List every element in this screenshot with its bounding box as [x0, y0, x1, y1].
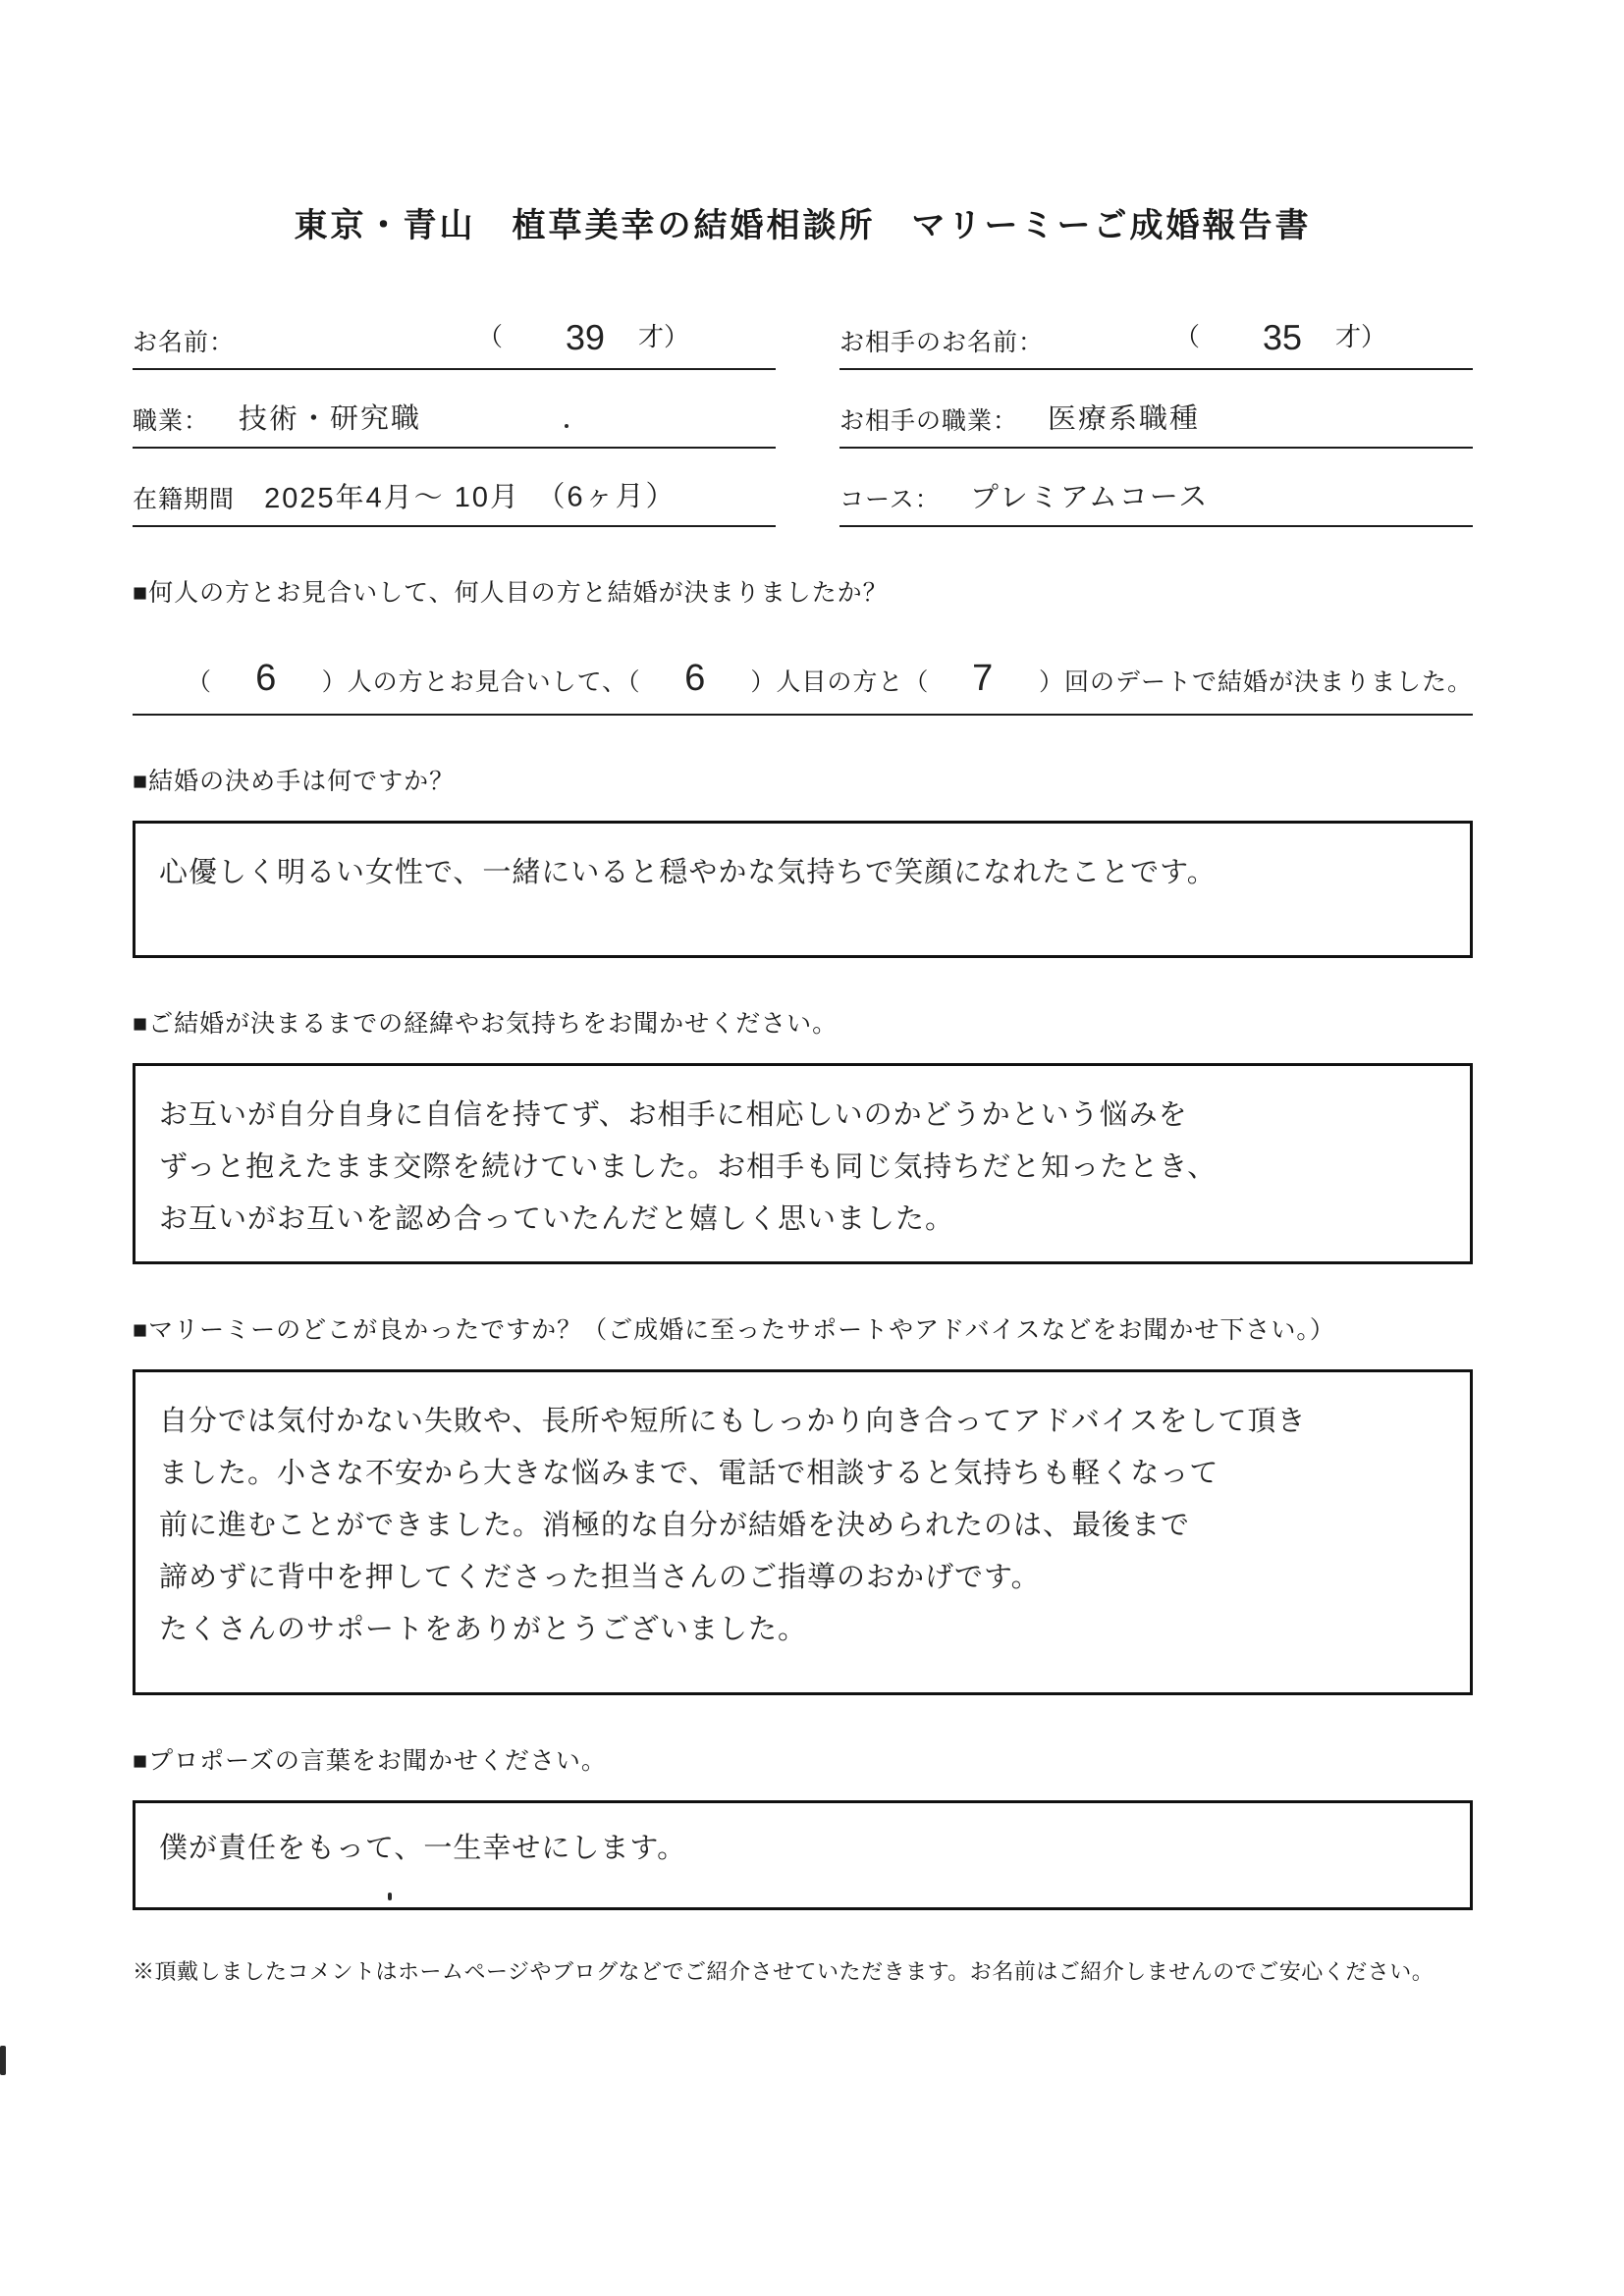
page-title: 東京・青山 植草美幸の結婚相談所 マリーミーご成婚報告書: [294, 207, 1312, 244]
q1-seg3: ）人目の方と（: [750, 668, 930, 696]
field-partner-name-label: お相手のお名前：: [839, 329, 1045, 356]
field-job-value: 技術・研究職: [238, 402, 422, 436]
paren-close: 才）: [1334, 322, 1386, 351]
q1-count-match: 6: [683, 657, 708, 700]
profile-grid: [133, 292, 1473, 527]
field-job-label: 職業：: [133, 407, 210, 435]
field-course-label: コース：: [839, 486, 941, 513]
paren-open: （: [476, 322, 503, 351]
field-enrollment-period: [133, 449, 776, 527]
question-proposal: ■プロポーズの言葉をお聞かせください。: [133, 1747, 607, 1775]
answer-box-story: [133, 1063, 1473, 1264]
footer-disclaimer: ※頂戴しましたコメントはホームページやブログなどでご紹介させていただきます。お名前はご紹介しませんのでご安心ください。: [133, 1959, 1435, 1984]
scan-artifact: [565, 424, 568, 428]
answer-story-line: ずっと抱えたまま交際を続けていました。お相手も同じ気持ちだと知ったとき、: [159, 1151, 1218, 1183]
answer-match-count-line: [133, 658, 1473, 716]
answer-support-line: たくさんのサポートをありがとうございました。: [159, 1614, 808, 1645]
paren-open: （: [1173, 322, 1200, 351]
q1-seg4: ）回のデートで結婚が決まりました。: [1038, 668, 1473, 696]
question-decider: ■結婚の決め手は何ですか？: [133, 768, 456, 795]
answer-support-line: 自分では気付かない失敗や、長所や短所にもしっかり向き合ってアドバイスをして頂き: [159, 1406, 1307, 1437]
answer-box-decider: [133, 821, 1473, 958]
field-enrollment-value: 2025年4月〜 10月 （6ヶ月）: [263, 480, 677, 515]
q1-count-dates: 7: [972, 657, 996, 700]
q1-seg1: （: [187, 668, 213, 696]
answer-box-proposal: [133, 1800, 1473, 1910]
question-match-count: ■何人の方とお見合いして、何人目の方と結婚が決まりましたか？: [133, 579, 889, 607]
field-partner-name-age-value: 35: [1262, 316, 1303, 358]
field-partner-name: [839, 292, 1473, 370]
answer-decider-line: 心優しく明るい女性で、一緒にいると穏やかな気持ちで笑顔になれたことです。: [159, 857, 1217, 888]
field-partner-job-label: お相手の職業：: [839, 407, 1019, 435]
answer-story-line: お互いがお互いを認め合っていたんだと嬉しく思いました。: [159, 1203, 955, 1235]
scan-artifact: [0, 2046, 6, 2075]
answer-support-line: 前に進むことができました。消極的な自分が結婚を決められたのは、最後まで: [159, 1510, 1191, 1541]
field-enrollment-label: 在籍期間: [133, 486, 236, 513]
field-name-label: お名前：: [133, 329, 236, 356]
paren-close: 才）: [637, 322, 689, 351]
answer-story-line: お互いが自分自身に自信を持てず、お相手に相応しいのかどうかという悩みを: [159, 1099, 1188, 1131]
answer-support-line: 諦めずに背中を押してくださった担当さんのご指導のおかげです。: [159, 1562, 1041, 1593]
question-support: ■マリーミーのどこが良かったですか？（ご成婚に至ったサポートやアドバイスなどをお聞かせ下さい。）: [133, 1316, 1335, 1344]
field-partner-job: [839, 370, 1473, 449]
q1-seg2: ）人の方とお見合いして、（: [321, 668, 641, 696]
field-partner-name-age: [1174, 317, 1386, 358]
field-course-value: プレミアムコース: [969, 481, 1210, 514]
answer-support-line: ました。小さな不安から大きな悩みまで、電話で相談すると気持ちも軽くなって: [159, 1458, 1219, 1489]
question-story: ■ご結婚が決まるまでの経緯やお気持ちをお聞かせください。: [133, 1010, 839, 1038]
field-name: [133, 292, 776, 370]
field-partner-job-value: 医療系職種: [1047, 402, 1201, 436]
field-job: [133, 370, 776, 449]
answer-proposal-line: 僕が責任をもって、一生幸せにします。: [159, 1833, 687, 1864]
field-name-age: [477, 317, 689, 358]
scan-artifact: [388, 1893, 392, 1900]
answer-box-support: [133, 1369, 1473, 1695]
q1-count-met: 6: [255, 657, 279, 700]
field-name-age-value: 39: [565, 316, 606, 358]
field-course: [839, 449, 1473, 527]
